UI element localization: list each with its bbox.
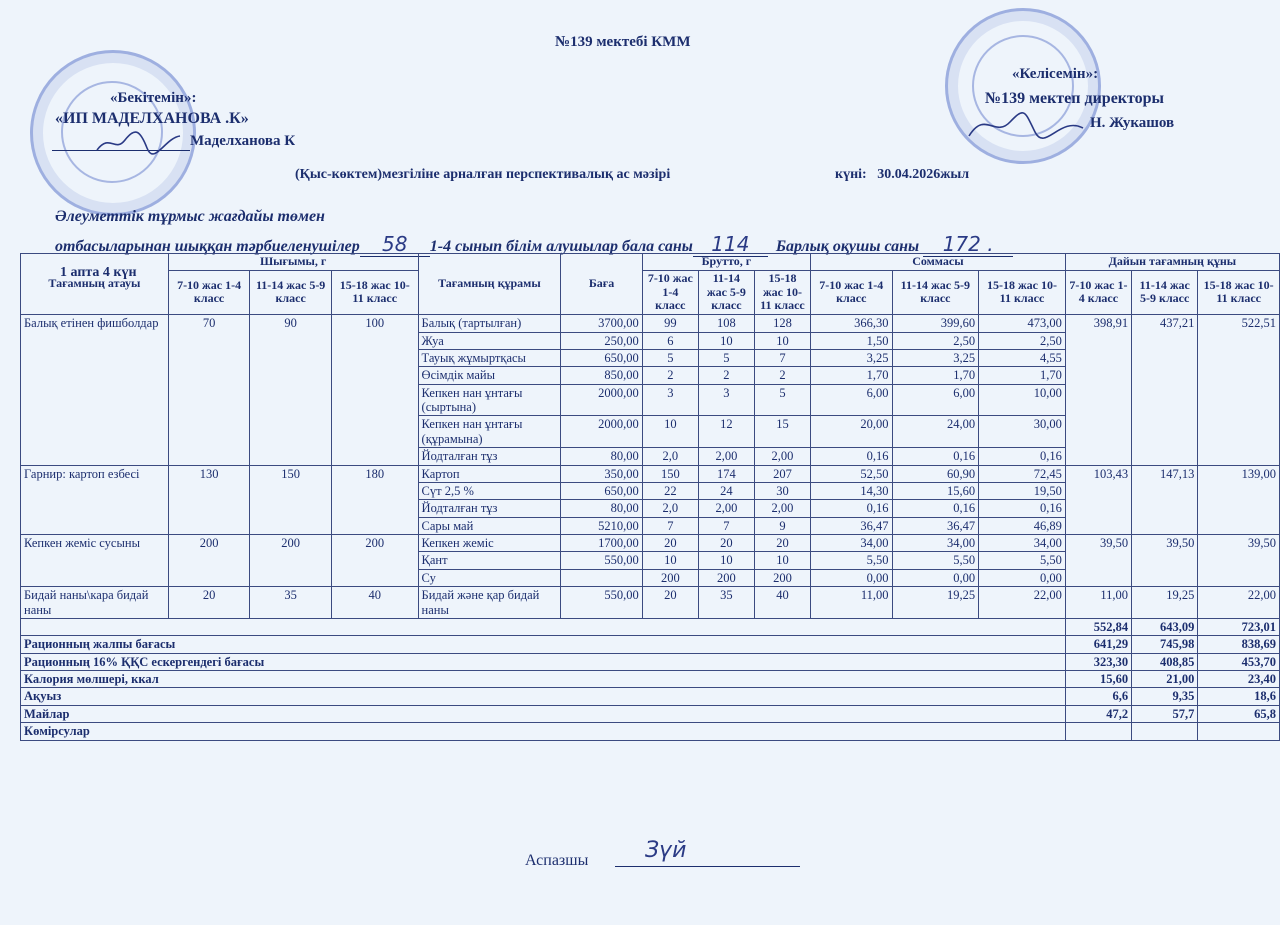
subtotal-value: 643,09 [1132,618,1198,635]
ingredient-price: 650,00 [561,482,643,499]
ingredient-gross: 200 [642,569,698,586]
ingredient-gross: 22 [642,482,698,499]
ingredient-price [561,569,643,586]
summary-value: 838,69 [1198,636,1280,653]
social-label: отбасыларынан шыққан тәрбиеленушілер [55,238,360,255]
ingredient-gross: 9 [754,517,810,534]
dish-output: 90 [250,315,332,465]
subtotal-value: 552,84 [1065,618,1131,635]
ingredient-sum: 6,00 [892,384,979,416]
ingredient-sum: 5,50 [810,552,892,569]
ingredient-gross: 2,00 [698,448,754,465]
approve-right-label: «Келісемін»: [1012,66,1099,82]
signature-left [95,128,185,158]
sum-age-1: 7-10 жас 1-4 класс [810,270,892,314]
subtotal-spacer [21,618,1066,635]
dish-daily-cost: 19,25 [1132,587,1198,619]
ingredient-name: Йодталған тұз [418,500,561,517]
summary-value: 23,40 [1198,671,1280,688]
ingredient-gross: 15 [754,416,810,448]
ingredient-gross: 24 [698,482,754,499]
ingredient-sum: 30,00 [979,416,1066,448]
ingredient-name: Тауық жұмыртқасы [418,349,561,366]
summary-value [1065,723,1131,740]
col-gross: Брутто, г [642,254,810,271]
week-day: 1 апта 4 күн [60,265,137,280]
dish-name: Кепкен жеміс сусыны [21,535,169,587]
ingredient-price: 3700,00 [561,315,643,332]
table-row [21,315,1280,332]
subtotal-value: 723,01 [1198,618,1280,635]
ingredient-sum: 0,00 [979,569,1066,586]
summary-label: Майлар [21,705,1066,722]
cook-label: Аспазшы [525,852,589,869]
ingredient-gross: 20 [642,587,698,619]
ingredient-gross: 5 [642,349,698,366]
ingredient-gross: 2 [642,367,698,384]
ingredient-gross: 2 [754,367,810,384]
ingredient-sum: 34,00 [892,535,979,552]
sum-age-2: 11-14 жас 5-9 класс [892,270,979,314]
summary-label: Рационның жалпы бағасы [21,636,1066,653]
dish-daily-cost: 22,00 [1198,587,1280,619]
ingredient-sum: 19,50 [979,482,1066,499]
ingredient-gross: 20 [642,535,698,552]
ingredient-sum: 5,50 [979,552,1066,569]
ingredient-sum: 11,00 [810,587,892,619]
ingredient-name: Сары май [418,517,561,534]
summary-value: 65,8 [1198,705,1280,722]
ingredient-gross: 10 [698,332,754,349]
summary-value [1132,723,1198,740]
dish-output: 200 [331,535,418,587]
ingredient-name: Қант [418,552,561,569]
ingredient-gross: 2 [698,367,754,384]
ingredient-gross: 5 [754,384,810,416]
dish-daily-cost: 398,91 [1065,315,1131,465]
approve-right-position: №139 мектеп директоры [985,90,1165,107]
summary-value: 57,7 [1132,705,1198,722]
menu-title: (Қыс-көктем)мезгіліне арналған перспективалық ас мәзірі [295,167,671,182]
ingredient-sum: 4,55 [979,349,1066,366]
daily-age-3: 15-18 жас 10-11 класс [1198,270,1280,314]
ingredient-sum: 0,16 [810,500,892,517]
col-daily: Дайын тағамның құны [1065,254,1279,271]
ingredient-sum: 1,70 [810,367,892,384]
ingredient-price: 80,00 [561,448,643,465]
ingredient-sum: 6,00 [810,384,892,416]
sum-age-3: 15-18 жас 10-11 класс [979,270,1066,314]
summary-value: 21,00 [1132,671,1198,688]
ingredient-sum: 2,50 [979,332,1066,349]
table-row [21,465,1280,482]
ingredient-price: 80,00 [561,500,643,517]
ingredient-sum: 36,47 [810,517,892,534]
school-name: №139 мектебі КММ [555,34,691,50]
approve-left-org: «ИП МАДЕЛХАНОВА .К» [55,110,249,127]
dish-output: 200 [168,535,250,587]
summary-row [21,705,1280,722]
gross-age-2: 11-14 жас 5-9 класс [698,270,754,314]
cook-signature: Зүй [645,838,687,863]
summary-value: 18,6 [1198,688,1280,705]
ingredient-gross: 12 [698,416,754,448]
dish-output: 40 [331,587,418,619]
ingredient-gross: 128 [754,315,810,332]
col-output: Шығымы, г [168,254,418,271]
total-label: Барлық оқушы саны [775,238,920,255]
approve-right-name: Н. Жукашов [1090,115,1175,131]
ingredient-sum: 34,00 [810,535,892,552]
ingredient-sum: 22,00 [979,587,1066,619]
out-age-3: 15-18 жас 10-11 класс [331,270,418,314]
ingredient-gross: 20 [754,535,810,552]
ingredient-price: 2000,00 [561,384,643,416]
signature-right [965,108,1085,148]
summary-value: 6,6 [1065,688,1131,705]
ingredient-sum: 2,50 [892,332,979,349]
ingredient-sum: 0,16 [892,500,979,517]
ingredient-gross: 2,0 [642,448,698,465]
dish-daily-cost: 39,50 [1065,535,1131,587]
table-row [21,587,1280,619]
out-age-2: 11-14 жас 5-9 класс [250,270,332,314]
ingredient-gross: 3 [698,384,754,416]
approve-left-name: Маделханова К [190,133,296,149]
ingredient-sum: 0,16 [892,448,979,465]
col-sum: Соммасы [810,254,1065,271]
social-line-1: Әлеуметтік тұрмыс жағдайы төмен [55,208,325,225]
dish-name: Бидай наны\кара бидай наны [21,587,169,619]
out-age-1: 7-10 жас 1-4 класс [168,270,250,314]
menu-table [20,253,1280,741]
summary-value: 323,30 [1065,653,1131,670]
summary-row [21,671,1280,688]
ingredient-price: 5210,00 [561,517,643,534]
ingredient-gross: 2,00 [754,500,810,517]
ingredient-sum: 1,70 [892,367,979,384]
approve-left-label: «Бекітемін»: [110,90,197,106]
table-row [21,535,1280,552]
ingredient-gross: 174 [698,465,754,482]
ingredient-sum: 0,16 [979,448,1066,465]
menu-date [835,167,969,183]
ingredient-name: Кепкен жеміс [418,535,561,552]
summary-value: 47,2 [1065,705,1131,722]
ingredient-gross: 99 [642,315,698,332]
summary-label: Көмірсулар [21,723,1066,740]
date-label: күні: [835,167,867,182]
ingredient-name: Йодталған тұз [418,448,561,465]
dish-output: 20 [168,587,250,619]
summary-value [1198,723,1280,740]
ingredient-gross: 7 [754,349,810,366]
summary-value: 745,98 [1132,636,1198,653]
ingredient-gross: 108 [698,315,754,332]
total-count: 172 . [923,232,1013,257]
ingredient-sum: 0,00 [810,569,892,586]
dish-daily-cost: 522,51 [1198,315,1280,465]
ingredient-gross: 2,00 [754,448,810,465]
col-composition: Тағамның құрамы [418,254,561,315]
dish-daily-cost: 147,13 [1132,465,1198,535]
ingredient-gross: 150 [642,465,698,482]
menu-body [21,315,1280,619]
ingredient-price: 650,00 [561,349,643,366]
ingredient-gross: 3 [642,384,698,416]
ingredient-gross: 2,0 [642,500,698,517]
ingredient-sum: 399,60 [892,315,979,332]
ingredient-sum: 15,60 [892,482,979,499]
ingredient-gross: 207 [754,465,810,482]
col-price: Баға [561,254,643,315]
dish-output: 180 [331,465,418,535]
daily-age-1: 7-10 жас 1-4 класс [1065,270,1131,314]
ingredient-gross: 40 [754,587,810,619]
dish-daily-cost: 11,00 [1065,587,1131,619]
ingredient-price: 850,00 [561,367,643,384]
ingredient-price: 250,00 [561,332,643,349]
ingredient-gross: 2,00 [698,500,754,517]
ingredient-gross: 7 [642,517,698,534]
ingredient-price: 550,00 [561,552,643,569]
summary-value: 641,29 [1065,636,1131,653]
ingredient-name: Картоп [418,465,561,482]
date-value: 30.04.2026жыл [877,167,970,182]
ingredient-sum: 10,00 [979,384,1066,416]
ingredient-sum: 3,25 [892,349,979,366]
ingredient-sum: 60,90 [892,465,979,482]
ingredient-price: 550,00 [561,587,643,619]
cook-signature-line [615,866,800,867]
ingredient-name: Жуа [418,332,561,349]
ingredient-sum: 3,25 [810,349,892,366]
ingredient-sum: 52,50 [810,465,892,482]
summary-value: 9,35 [1132,688,1198,705]
dish-daily-cost: 103,43 [1065,465,1131,535]
subtotal-row [21,618,1280,635]
grade-count: 114 [693,232,768,257]
ingredient-sum: 1,70 [979,367,1066,384]
ingredient-gross: 10 [642,416,698,448]
ingredient-gross: 10 [642,552,698,569]
ingredient-gross: 200 [698,569,754,586]
ingredient-name: Сүт 2,5 % [418,482,561,499]
gross-age-3: 15-18 жас 10-11 класс [754,270,810,314]
dish-output: 70 [168,315,250,465]
ingredient-gross: 6 [642,332,698,349]
daily-age-2: 11-14 жас 5-9 класс [1132,270,1198,314]
ingredient-sum: 0,16 [810,448,892,465]
ingredient-sum: 1,50 [810,332,892,349]
dish-output: 200 [250,535,332,587]
ingredient-gross: 35 [698,587,754,619]
summary-label: Ақуыз [21,688,1066,705]
summary-value: 453,70 [1198,653,1280,670]
ingredient-sum: 20,00 [810,416,892,448]
dish-output: 35 [250,587,332,619]
summary-label: Калория мөлшері, ккал [21,671,1066,688]
ingredient-gross: 10 [754,552,810,569]
gross-age-1: 7-10 жас 1-4 класс [642,270,698,314]
dish-name: Гарнир: картоп езбесі [21,465,169,535]
dish-name: Балық етінен фишболдар [21,315,169,465]
ingredient-price: 350,00 [561,465,643,482]
ingredient-name: Су [418,569,561,586]
dish-daily-cost: 39,50 [1198,535,1280,587]
ingredient-sum: 72,45 [979,465,1066,482]
dish-output: 130 [168,465,250,535]
summary-value: 15,60 [1065,671,1131,688]
ingredient-gross: 7 [698,517,754,534]
ingredient-gross: 10 [698,552,754,569]
dish-daily-cost: 39,50 [1132,535,1198,587]
ingredient-price: 1700,00 [561,535,643,552]
summary-body [21,618,1280,740]
dish-daily-cost: 139,00 [1198,465,1280,535]
summary-row [21,636,1280,653]
ingredient-gross: 30 [754,482,810,499]
ingredient-name: Өсімдік майы [418,367,561,384]
ingredient-sum: 14,30 [810,482,892,499]
ingredient-name: Кепкен нан ұнтағы (сыртына) [418,384,561,416]
ingredient-price: 2000,00 [561,416,643,448]
ingredient-sum: 5,50 [892,552,979,569]
ingredient-sum: 19,25 [892,587,979,619]
ingredient-sum: 0,00 [892,569,979,586]
ingredient-gross: 10 [754,332,810,349]
ingredient-sum: 24,00 [892,416,979,448]
ingredient-sum: 366,30 [810,315,892,332]
ingredient-gross: 200 [754,569,810,586]
ingredient-sum: 34,00 [979,535,1066,552]
summary-row [21,653,1280,670]
ingredient-name: Бидай және қар бидай наны [418,587,561,619]
social-count: 58 [360,232,430,257]
summary-label: Рационның 16% ҚҚС ескергендегі бағасы [21,653,1066,670]
summary-row [21,688,1280,705]
ingredient-sum: 46,89 [979,517,1066,534]
ingredient-gross: 20 [698,535,754,552]
dish-output: 100 [331,315,418,465]
ingredient-sum: 36,47 [892,517,979,534]
ingredient-sum: 0,16 [979,500,1066,517]
ingredient-name: Кепкен нан ұнтағы (құрамына) [418,416,561,448]
dish-daily-cost: 437,21 [1132,315,1198,465]
ingredient-name: Балық (тартылған) [418,315,561,332]
summary-row [21,723,1280,740]
dish-output: 150 [250,465,332,535]
ingredient-gross: 5 [698,349,754,366]
col-dish: Тағамның атауы [21,254,169,315]
grade-label: 1-4 сынып білім алушылар бала саны [429,238,693,255]
ingredient-sum: 473,00 [979,315,1066,332]
age-header-row [21,270,1280,314]
summary-value: 408,85 [1132,653,1198,670]
